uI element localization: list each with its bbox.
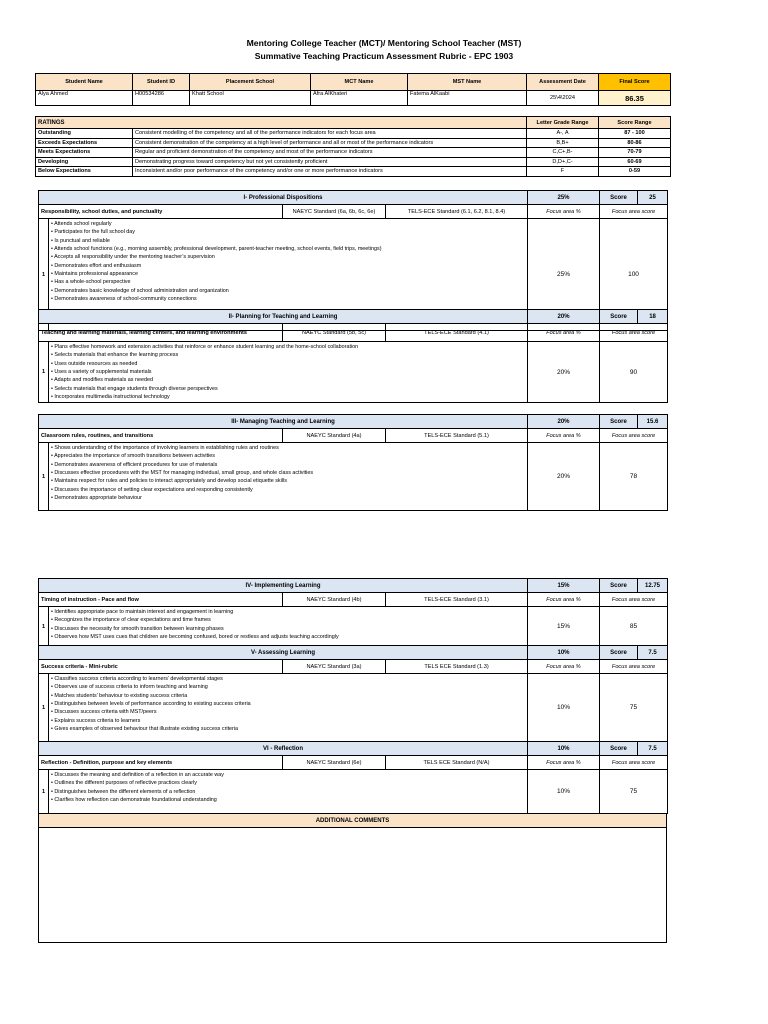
performance-indicator: • Distinguishes between levels of performance according to existing success criteria <box>51 701 251 708</box>
additional-comments-header: ADDITIONAL COMMENTS <box>39 814 667 828</box>
focus-area-score-value[interactable]: 85 <box>600 607 668 647</box>
performance-indicator: • Selects materials that enhance the learning process <box>51 352 179 359</box>
performance-indicator: • Maintains professional appearance <box>51 271 138 278</box>
focus-area-score-label: Focus area score <box>600 660 668 674</box>
rating-description: Regular and proficient demonstration of the competency and most of the performance indicators <box>133 148 527 158</box>
performance-indicator: • Classifies success criteria according to learners’ developmental stages <box>51 676 223 682</box>
mst-name-value: Fatema AlKaabi <box>408 91 527 106</box>
rating-score-range: 80-86 <box>599 138 671 148</box>
rating-name: Exceeds Expectations <box>36 138 133 148</box>
performance-indicator: • Gives examples of observed behaviour that illustrate existing success criteria <box>51 726 239 733</box>
section-score-label: Score <box>600 742 638 756</box>
score-range-header: Score Range <box>599 117 671 129</box>
section-title: I- Professional Dispositions <box>39 191 528 205</box>
section-weight: 20% <box>528 310 600 324</box>
performance-indicator: • Selects materials that engage students through diverse perspectives <box>51 385 218 392</box>
section-table <box>38 578 668 647</box>
section-score-value: 7.5 <box>638 646 668 660</box>
performance-indicator: • Observes use of success criteria to inform teaching and learning <box>51 684 208 691</box>
item-number: 1 <box>39 770 49 814</box>
performance-indicator: • Has a whole-school perspective <box>51 279 131 286</box>
header-mct-name: MCT Name <box>311 74 408 91</box>
focus-area-pct-value: 20% <box>528 443 600 511</box>
section-weight: 20% <box>528 415 600 429</box>
item-number: 1 <box>39 607 49 647</box>
performance-indicator: • Demonstrates basic knowledge of school administration and organization <box>51 287 229 294</box>
focus-area-title: Teaching and learning materials, learning centers, and learning environments <box>39 324 283 342</box>
section-score-value: 25 <box>638 191 668 205</box>
naeyc-standard: NAEYC Standard (4a) <box>283 429 386 443</box>
section-weight: 25% <box>528 191 600 205</box>
rating-score-range: 70-79 <box>599 148 671 158</box>
item-number: 1 <box>39 443 49 511</box>
mct-name-value: Afra AlKhateri <box>311 91 408 106</box>
placement-school-value: Khatt School <box>190 91 311 106</box>
section-score-value: 7.5 <box>638 742 668 756</box>
rating-letter-grade: D,D+,C- <box>527 157 599 167</box>
rating-name: Developing <box>36 157 133 167</box>
header-final-score: Final Score <box>599 74 671 91</box>
tels-standard: TELS-ECE Standard (6.1, 6.2, 8.1, 8.4) <box>386 205 528 219</box>
focus-area-pct-value: 15% <box>528 607 600 647</box>
additional-comments-table <box>38 813 667 943</box>
naeyc-standard: NAEYC Standard (3a) <box>283 660 386 674</box>
focus-area-score-value[interactable]: 78 <box>600 443 668 511</box>
focus-area-title: Success criteria - Mini-rubric <box>39 660 283 674</box>
performance-indicator: • Plans effective homework and extension activities that reinforce or enhance student learning and the home-school collaboration <box>51 344 359 350</box>
focus-area-pct-label: Focus area % <box>528 324 600 342</box>
performance-indicator: • Demonstrates effort and enthusiasm <box>51 262 142 269</box>
performance-indicator: • Discusses the meaning and definition of a reflection in an accurate way <box>51 772 224 778</box>
final-score-value: 86.35 <box>599 91 671 106</box>
performance-indicator: • Attends school functions (e.g., morning assembly, professional development, parent-teacher meeting, school events, field trips, meetings) <box>51 246 382 253</box>
focus-area-score-value[interactable]: 75 <box>600 770 668 814</box>
rating-score-range: 0-59 <box>599 167 671 177</box>
focus-area-pct-label: Focus area % <box>528 660 600 674</box>
section-title: VI - Reflection <box>39 742 528 756</box>
focus-area-title: Reflection - Definition, purpose and key elements <box>39 756 283 770</box>
rating-row <box>36 148 671 158</box>
focus-area-pct-value: 20% <box>528 342 600 403</box>
section-score-label: Score <box>600 646 638 660</box>
header-placement-school: Placement School <box>190 74 311 91</box>
performance-indicator: • Observes how MST uses cues that children are becoming confused, bored or restless and adjusts teaching accordingly <box>51 634 339 641</box>
performance-indicator: • Clarifies how reflection can demonstrate foundational understanding <box>51 797 217 804</box>
section-title: II- Planning for Teaching and Learning <box>39 310 528 324</box>
section-table <box>38 414 668 511</box>
performance-indicator: • Discusses success criteria with MST/peers <box>51 709 157 716</box>
section-score-label: Score <box>600 415 638 429</box>
performance-indicator: • Identifies appropriate pace to maintain interest and engagement in learning <box>51 609 234 615</box>
performance-indicator: • Adapts and modifies materials as needed <box>51 377 153 384</box>
performance-indicator: • Demonstrates appropriate behaviour <box>51 495 142 502</box>
item-number: 1 <box>39 674 49 742</box>
section-weight: 10% <box>528 742 600 756</box>
ratings-table <box>35 116 671 177</box>
additional-comments-box[interactable] <box>39 828 667 943</box>
focus-area-pct-label: Focus area % <box>528 429 600 443</box>
header-mst-name: MST Name <box>408 74 527 91</box>
performance-indicators <box>49 674 528 742</box>
item-number: 1 <box>39 219 49 331</box>
focus-area-title: Classroom rules, routines, and transitions <box>39 429 283 443</box>
ratings-header: RATINGS <box>36 117 527 129</box>
section-score-label: Score <box>600 191 638 205</box>
focus-area-title: Timing of instruction - Pace and flow <box>39 593 283 607</box>
section-score-value: 15.6 <box>638 415 668 429</box>
header-assessment-date: Assessment Date <box>527 74 599 91</box>
naeyc-standard: NAEYC Standard (4b) <box>283 593 386 607</box>
performance-indicator: • Shows understanding of the importance of involving learners in establishing rules and routines <box>51 445 279 451</box>
focus-area-score-label: Focus area score <box>600 429 668 443</box>
document-title: Mentoring College Teacher (MCT)/ Mentoring School Teacher (MST) <box>246 38 522 48</box>
rating-name: Below Expectations <box>36 167 133 177</box>
focus-area-score-label: Focus area score <box>600 205 668 219</box>
rating-row <box>36 129 671 139</box>
letter-grade-header: Letter Grade Range <box>527 117 599 129</box>
performance-indicators <box>49 607 528 647</box>
header-student-id: Student ID <box>133 74 190 91</box>
focus-area-score-label: Focus area score <box>600 756 668 770</box>
performance-indicator: • Discusses the necessity for smooth transition between learning phases <box>51 625 224 632</box>
performance-indicator: • Accepts all responsibility under the mentoring teacher’s supervision <box>51 254 215 261</box>
focus-area-pct-value: 25% <box>528 219 600 331</box>
rating-description: Inconsistent and/or poor performance of the competency and/or one or more performance indicators <box>133 167 527 177</box>
student-info-table <box>35 73 671 106</box>
tels-standard: TELS ECE Standard (1.3) <box>386 660 528 674</box>
rating-name: Meets Expectations <box>36 148 133 158</box>
performance-indicator: • Distinguishes between the different elements of a reflection <box>51 788 196 795</box>
focus-area-title: Responsibility, school duties, and punctuality <box>39 205 283 219</box>
performance-indicator: • Recognizes the importance of clear expectations and time frames <box>51 617 211 624</box>
performance-indicator: • Outlines the different purposes of reflective practices clearly <box>51 780 197 787</box>
naeyc-standard: NAEYC Standard (6a, 6b, 6c, 6e) <box>283 205 386 219</box>
focus-area-pct-value: 10% <box>528 770 600 814</box>
performance-indicator: • Uses a variety of supplemental materials <box>51 369 152 376</box>
rating-score-range: 60-69 <box>599 157 671 167</box>
performance-indicator: • Uses outside resources as needed <box>51 360 138 367</box>
tels-standard: TELS-ECE Standard (4.1) <box>386 324 528 342</box>
performance-indicators <box>49 443 528 511</box>
section-score-value: 12.75 <box>638 579 668 593</box>
rating-name: Outstanding <box>36 129 133 139</box>
performance-indicator: • Matches students’ behaviour to existing success criteria <box>51 692 188 699</box>
naeyc-standard: NAEYC Standard (5b, 5c) <box>283 324 386 342</box>
section-table <box>38 741 668 814</box>
item-number: 1 <box>39 342 49 403</box>
focus-area-pct-label: Focus area % <box>528 593 600 607</box>
performance-indicator: • Explains success criteria to learners <box>51 717 141 724</box>
rating-letter-grade: F <box>527 167 599 177</box>
section-table <box>38 309 668 403</box>
performance-indicator: • Demonstrates awareness of efficient procedures for use of materials <box>51 461 218 468</box>
performance-indicators <box>49 770 528 814</box>
rating-score-range: 87 - 100 <box>599 129 671 139</box>
performance-indicator: • Incorporates multimedia instructional technology <box>51 394 170 401</box>
document-subtitle: Summative Teaching Practicum Assessment Rubric - EPC 1903 <box>254 51 514 61</box>
header-student-name: Student Name <box>36 74 133 91</box>
performance-indicators <box>49 342 528 403</box>
student-id-value: H00534286 <box>133 91 190 106</box>
section-weight: 10% <box>528 646 600 660</box>
section-weight: 15% <box>528 579 600 593</box>
performance-indicator: • Discusses the importance of setting clear expectations and responding consistently <box>51 486 253 493</box>
focus-area-score-label: Focus area score <box>600 593 668 607</box>
rating-letter-grade: B,B+ <box>527 138 599 148</box>
rating-row <box>36 167 671 177</box>
rating-row <box>36 138 671 148</box>
section-title: V- Assessing Learning <box>39 646 528 660</box>
naeyc-standard: NAEYC Standard (6e) <box>283 756 386 770</box>
rating-letter-grade: A-, A <box>527 129 599 139</box>
performance-indicator: • Participates for the full school day <box>51 229 135 236</box>
rating-row <box>36 157 671 167</box>
focus-area-score-value[interactable]: 100 <box>600 219 668 331</box>
performance-indicator: • Appreciates the importance of smooth transitions between activities <box>51 453 215 460</box>
focus-area-pct-label: Focus area % <box>528 756 600 770</box>
focus-area-pct-label: Focus area % <box>528 205 600 219</box>
tels-standard: TELS ECE Standard (N/A) <box>386 756 528 770</box>
focus-area-score-value[interactable]: 75 <box>600 674 668 742</box>
tels-standard: TELS-ECE Standard (3.1) <box>386 593 528 607</box>
performance-indicator: • Discusses effective procedures with the MST for managing individual, small group, and whole class activities <box>51 470 314 477</box>
section-table <box>38 645 668 742</box>
performance-indicator: • Is punctual and reliable <box>51 237 110 244</box>
focus-area-score-value[interactable]: 90 <box>600 342 668 403</box>
assessment-date-value: 25\4\2024 <box>527 91 599 106</box>
section-title: III- Managing Teaching and Learning <box>39 415 528 429</box>
rating-description: Consistent modelling of the competency and all of the performance indicators for each focus area <box>133 129 527 139</box>
section-score-label: Score <box>600 310 638 324</box>
section-title: IV- Implementing Learning <box>39 579 528 593</box>
student-name-value: Alya Ahmed <box>36 91 133 106</box>
performance-indicator: • Attends school regularly <box>51 221 112 227</box>
focus-area-pct-value: 10% <box>528 674 600 742</box>
rating-letter-grade: C,C+,B- <box>527 148 599 158</box>
section-score-value: 18 <box>638 310 668 324</box>
section-score-label: Score <box>600 579 638 593</box>
performance-indicator: • Maintains respect for rules and policies to interact appropriately and develop social etiquette skills <box>51 478 287 485</box>
rating-description: Demonstrating progress toward competency but not yet consistently proficient <box>133 157 527 167</box>
rating-description: Consistent demonstration of the competency at a high level of performance and all or most of the performance indicators <box>133 138 527 148</box>
tels-standard: TELS-ECE Standard (5.1) <box>386 429 528 443</box>
performance-indicator: • Demonstrates awareness of school-community connections <box>51 296 197 303</box>
focus-area-score-label: Focus area score <box>600 324 668 342</box>
